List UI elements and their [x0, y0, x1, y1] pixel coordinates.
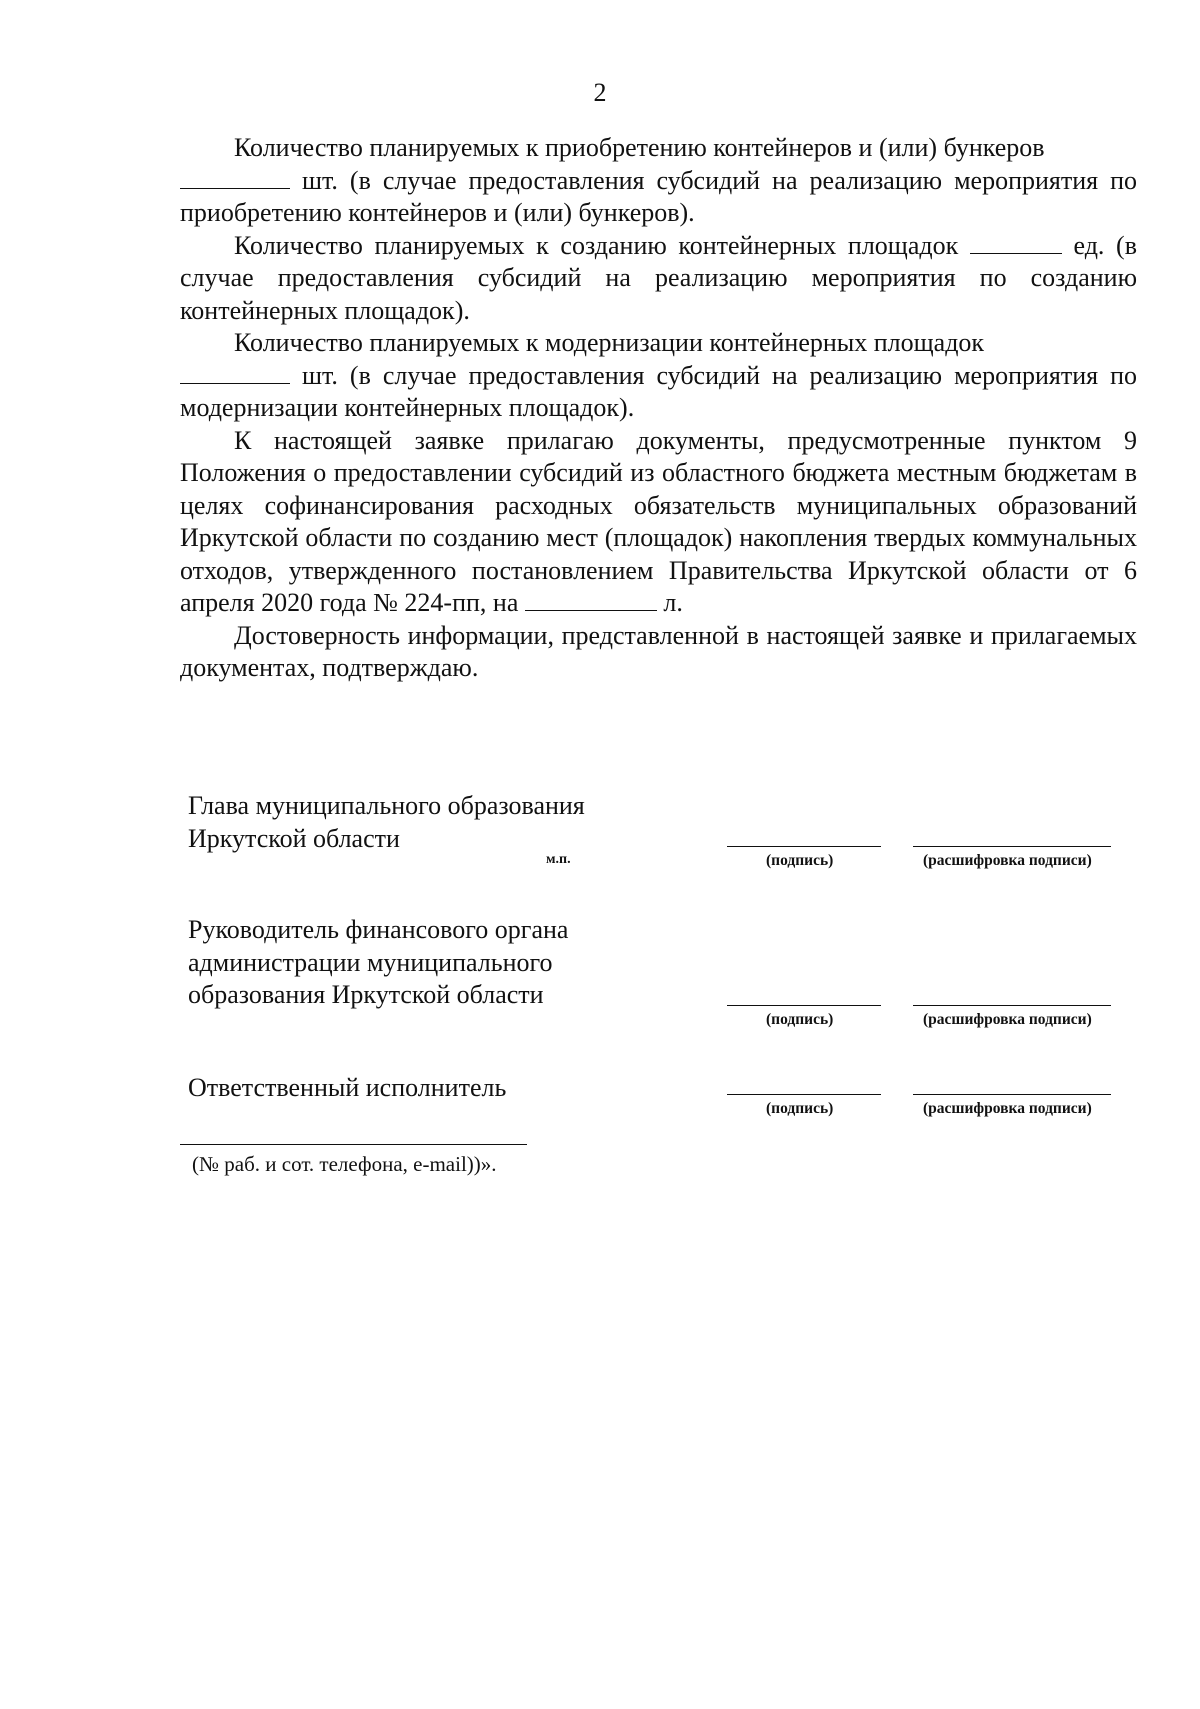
- paragraph-confirmation: Достоверность информации, представленной в настоящей заявке и прилагаемых документах, подтверждаю.: [180, 620, 1137, 682]
- head-decode-line[interactable]: [913, 846, 1111, 847]
- finance-signature-line[interactable]: [727, 1005, 881, 1006]
- page-number: 2: [593, 78, 607, 107]
- containers-count-blank[interactable]: [180, 166, 290, 189]
- contact-line[interactable]: [180, 1144, 527, 1145]
- paragraph-attachments: [180, 425, 1137, 620]
- sheets-count-blank[interactable]: [525, 588, 657, 611]
- head-signature-line[interactable]: [727, 846, 881, 847]
- finance-decode-line[interactable]: [913, 1005, 1111, 1006]
- finance-role: Руководитель финансового органа администрации муниципального образования Иркутской области: [188, 915, 569, 1009]
- finance-signature-caption: (подпись): [766, 1011, 834, 1028]
- head-signature-caption: (подпись): [766, 852, 834, 869]
- modernize-sites-count-blank[interactable]: [180, 361, 290, 384]
- paragraph-text: К настоящей заявке прилагаю документы, предусмотренные пунктом 9 Положения о предоставлении субсидий из областного бюджета местным бюджетам в целях софинансирования расходных обязательств муниципальных образований Иркутской области по созданию мест (площадок) накопления твердых коммунальных отходов, утвержденного постановлением Правительства Иркутской области от 6 апреля 2020 года № 224-пп, на: [180, 425, 1137, 617]
- paragraph-text: Количество планируемых к приобретению контейнеров и (или) бункеров: [234, 133, 1045, 162]
- paragraph-create-sites: [180, 230, 1137, 328]
- body-text: [180, 132, 1137, 685]
- paragraph-modernize-sites: [180, 327, 1137, 425]
- executor-decode-caption: (расшифровка подписи): [923, 1100, 1092, 1117]
- create-sites-count-blank[interactable]: [970, 231, 1062, 254]
- executor-role: Ответственный исполнитель: [188, 1073, 507, 1102]
- head-role: Глава муниципального образования Иркутской области: [188, 791, 585, 853]
- paragraph-containers: [180, 132, 1137, 230]
- paragraph-text: ед. (в случае предоставления субсидий на реализацию мероприятия по созданию контейнерных площадок).: [180, 230, 1137, 325]
- paragraph-text: Количество планируемых к модернизации контейнерных площадок: [234, 328, 985, 357]
- paragraph-text: л.: [656, 588, 683, 617]
- head-decode-caption: (расшифровка подписи): [923, 852, 1092, 869]
- paragraph-text: Количество планируемых к созданию контейнерных площадок: [234, 230, 970, 260]
- paragraph-text: шт. (в случае предоставления субсидий на реализацию мероприятия по модернизации контейнерных площадок).: [180, 360, 1137, 422]
- finance-decode-caption: (расшифровка подписи): [923, 1011, 1092, 1028]
- paragraph-text: шт. (в случае предоставления субсидий на реализацию мероприятия по приобретению контейнеров и (или) бункеров).: [180, 165, 1137, 227]
- contact-caption: (№ раб. и сот. телефона, e-mail))».: [192, 1152, 497, 1176]
- stamp-mark: м.п.: [546, 852, 571, 867]
- executor-signature-caption: (подпись): [766, 1100, 834, 1117]
- executor-decode-line[interactable]: [913, 1094, 1111, 1095]
- executor-signature-line[interactable]: [727, 1094, 881, 1095]
